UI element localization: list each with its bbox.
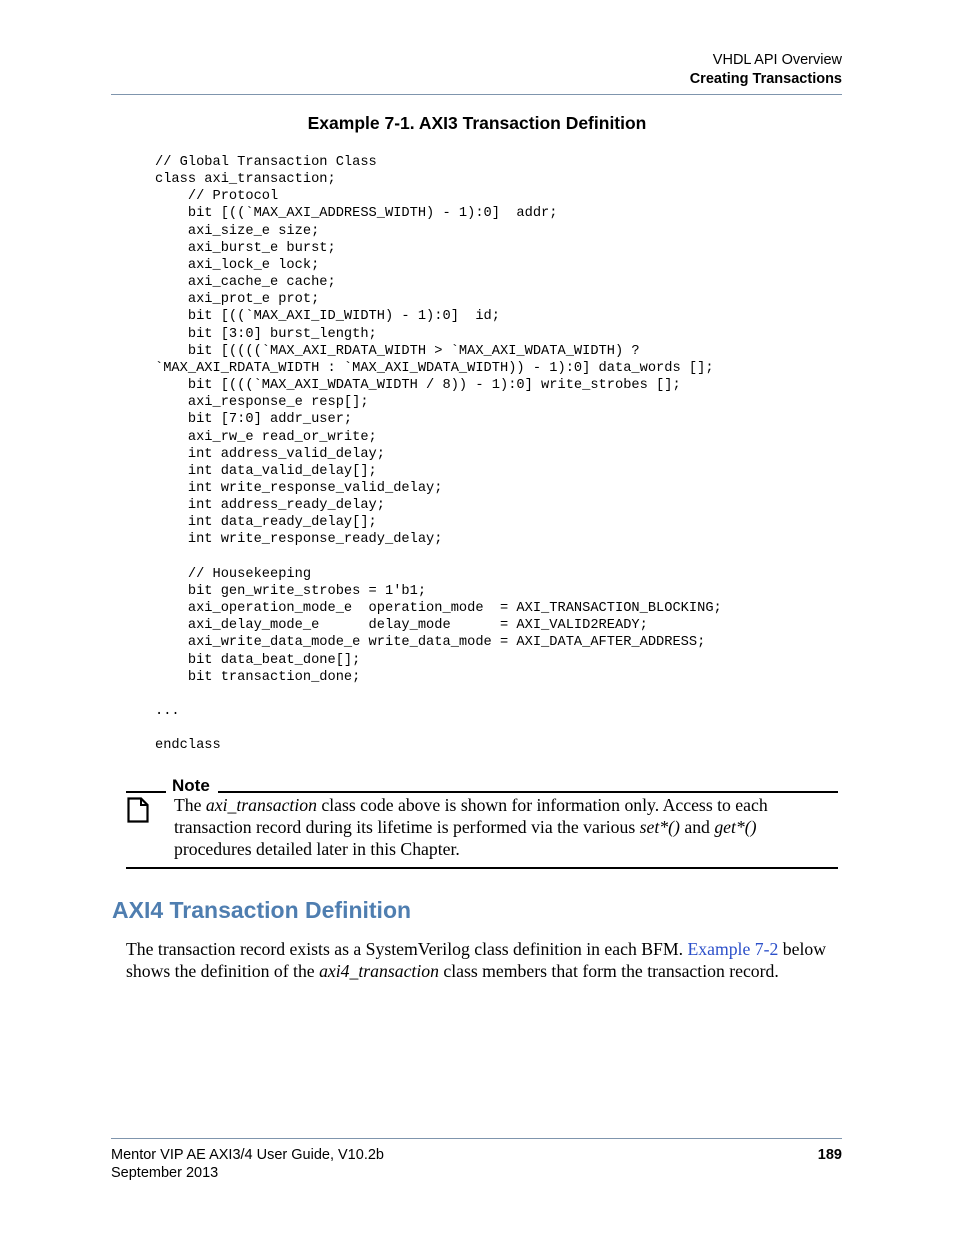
note-rule-right xyxy=(218,791,838,793)
footer-date: September 2013 xyxy=(111,1165,219,1181)
note-rule-left xyxy=(126,791,166,793)
page-number: 189 xyxy=(817,1147,842,1163)
note-document-icon xyxy=(127,797,149,828)
section-heading: AXI4 Transaction Definition xyxy=(112,897,412,923)
running-header-subsection: Creating Transactions xyxy=(689,71,842,87)
code-listing: // Global Transaction Class class axi_transaction; // Protocol bit [((`MAX_AXI_ADDRESS_WIDTH) - 1):0] addr; axi_size_e size; axi_burst_e burst; axi_lock_e lock; axi_cache_e cache; axi_prot_e prot; bit [((`MAX_AXI_ID_WIDTH) - 1):0] id; bit [3:0] burst_length; bit [((((`MAX_AXI_RDATA_WIDTH > `MAX_AXI_WDATA_WIDTH) ? `MAX_AXI_RDATA_WIDTH : `MAX_AXI_WDATA_WIDTH)) - 1):0] data_words []; bit [(((`MAX_AXI_WDATA_WIDTH / 8)) - 1):0] write_strobes []; axi_response_e resp[]; bit [7:0] addr_user; axi_rw_e read_or_write; int address_valid_delay; int data_valid_delay[]; int write_response_valid_delay; int address_ready_delay; int data_ready_delay[]; int write_response_ready_delay; // Housekeeping bit gen_write_strobes = 1'b1; axi_operation_mode_e operation_mode = AXI_TRANSACTION_BLOCKING; axi_delay_mode_e delay_mode = AXI_VALID2READY; axi_write_data_mode_e write_data_mode = AXI_DATA_AFTER_ADDRESS; bit data_beat_done[]; bit transaction_done; ... endclass xyxy=(155,155,722,754)
example-7-2-link[interactable]: Example 7-2 xyxy=(687,939,779,959)
header-rule xyxy=(111,94,842,95)
running-header-section: VHDL API Overview xyxy=(712,52,842,68)
note-rule-bottom xyxy=(126,867,838,869)
footer-doc-title: Mentor VIP AE AXI3/4 User Guide, V10.2b xyxy=(111,1147,384,1163)
example-title: Example 7-1. AXI3 Transaction Definition xyxy=(307,113,647,133)
section-paragraph: The transaction record exists as a SystemVerilog class definition in each BFM. Example 7-2 below shows the definition of the axi4_transaction class members that form the transaction record. xyxy=(126,939,826,981)
footer-rule xyxy=(111,1138,842,1139)
note-text: The axi_transaction class code above is shown for information only. Access to each transaction record during its lifetime is performed via the various set*() and get*() procedures detailed later in this Chapter. xyxy=(174,795,768,859)
note-label: Note xyxy=(172,776,210,795)
